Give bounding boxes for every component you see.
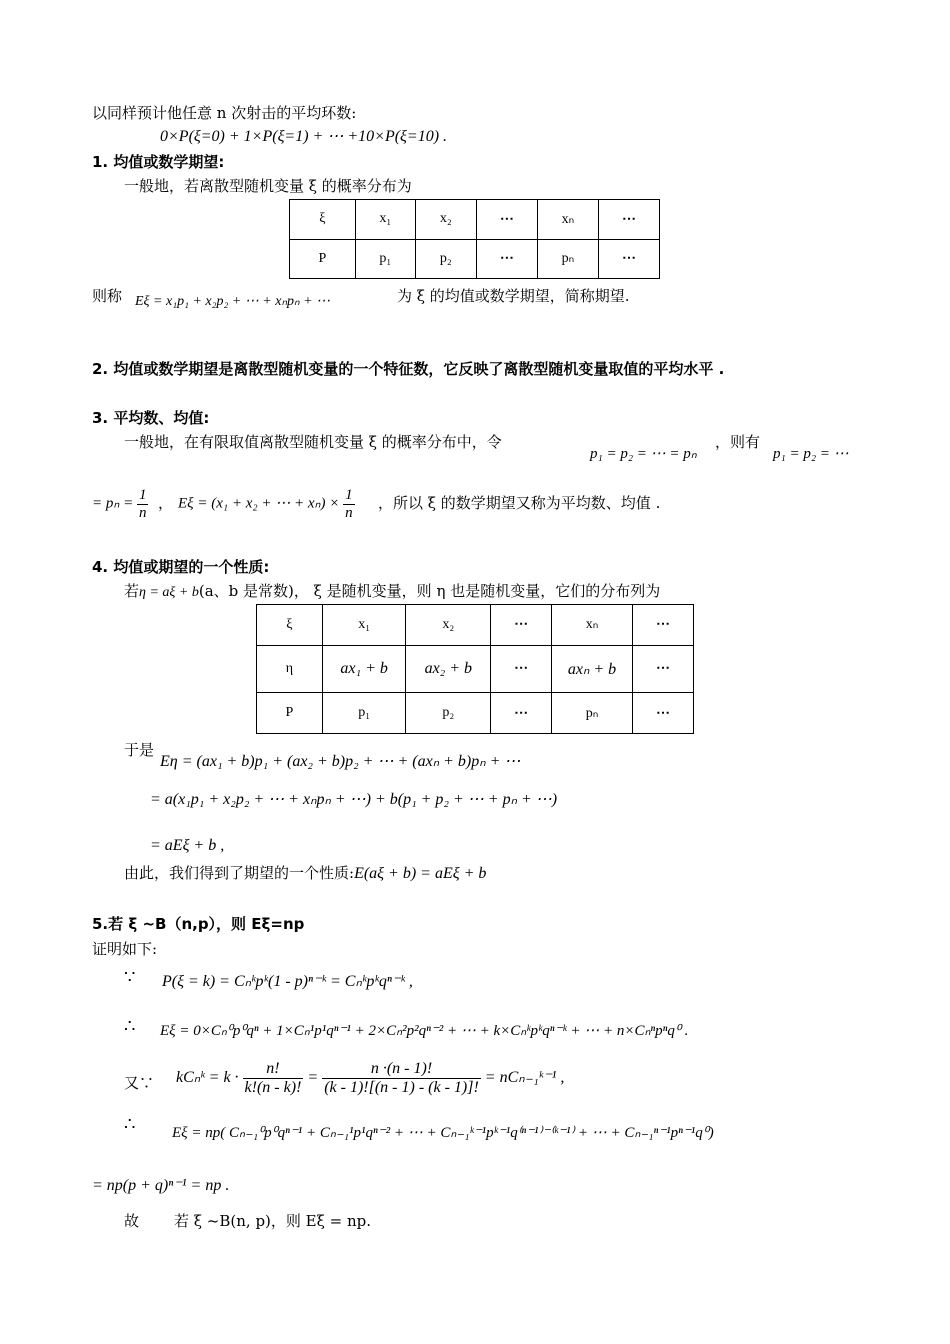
therefore-symbol-2: ∴ bbox=[124, 1114, 136, 1135]
section-4-conclusion: 由此，我们得到了期望的一个性质:E(aξ + b) = aEξ + b bbox=[124, 864, 487, 882]
table-cell: x₂ bbox=[415, 200, 476, 240]
table-cell: axₙ + b bbox=[552, 645, 633, 693]
table-cell: p₂ bbox=[406, 693, 491, 734]
fraction-1-over-n: $\frac{1}{n}$ bbox=[138, 487, 147, 521]
table-cell: ⋯ bbox=[491, 645, 552, 693]
section-1-text: 一般地，若离散型随机变量 ξ 的概率分布为 bbox=[124, 177, 412, 195]
table-cell: p₂ bbox=[415, 239, 476, 279]
table-cell: ⋯ bbox=[632, 693, 693, 734]
table-cell: ⋯ bbox=[491, 605, 552, 646]
binomial-expectation-sum: Eξ = 0×Cₙ⁰p⁰qⁿ + 1×Cₙ¹p¹qⁿ⁻¹ + 2×Cₙ²p²qⁿ⁻² + ⋯ + k×Cₙᵏpᵏqⁿ⁻ᵏ + ⋯ + n×Cₙⁿpⁿq⁰ . bbox=[160, 1023, 689, 1039]
table-cell: xₙ bbox=[537, 200, 598, 240]
table-cell: ⋯ bbox=[476, 239, 537, 279]
table-cell: ⋯ bbox=[632, 605, 693, 646]
table-cell: P bbox=[257, 693, 323, 734]
table-row bbox=[290, 239, 660, 279]
section-4-yushi: 于是 bbox=[124, 741, 155, 759]
section-1-heading: 1. 均值或数学期望: bbox=[92, 153, 225, 171]
linear-expectation-line-2: = a(x₁p₁ + x₂p₂ + ⋯ + xₙpₙ + ⋯) + b(p₁ + p₂ + ⋯ + pₙ + ⋯) bbox=[150, 791, 558, 808]
equal-probability-formula: p₁ = p₂ = ⋯ = pₙ bbox=[590, 446, 697, 462]
proof-label: 证明如下: bbox=[92, 940, 158, 958]
therefore-symbol-1: ∴ bbox=[124, 1016, 136, 1037]
table-cell: ⋯ bbox=[598, 200, 659, 240]
table-cell: ax₂ + b bbox=[406, 645, 491, 693]
linear-expectation-line-3: = aEξ + b , bbox=[150, 837, 225, 854]
table-cell: pₙ bbox=[552, 693, 633, 734]
table-cell: ⋯ bbox=[598, 239, 659, 279]
table-cell: ξ bbox=[257, 605, 323, 646]
table-cell: P bbox=[290, 239, 356, 279]
table-row bbox=[257, 645, 694, 693]
table-cell: x₁ bbox=[322, 605, 406, 646]
combination-identity: kCₙᵏ = k · $\frac{n!}{k!(n - k)!}$ = $\frac{n \cdot(n - 1)!}{(k - 1)![(n - 1) - (k - 1)]!}$ = nCₙ₋₁ᵏ⁻¹ , bbox=[176, 1060, 565, 1096]
intro-formula: 0×P(ξ=0) + 1×P(ξ=1) + ⋯ +10×P(ξ=10) . bbox=[160, 128, 448, 145]
table-row bbox=[257, 693, 694, 734]
table-cell: η bbox=[257, 645, 323, 693]
intro-text: 以同样预计他任意 n 次射击的平均环数: bbox=[92, 104, 357, 122]
equal-probability-formula-2: p₁ = p₂ = ⋯ bbox=[773, 446, 849, 462]
table-cell: x₂ bbox=[406, 605, 491, 646]
because-symbol: ∵ bbox=[124, 967, 136, 988]
table-cell: ξ bbox=[290, 200, 356, 240]
table-row bbox=[257, 605, 694, 646]
table-cell: ⋯ bbox=[632, 645, 693, 693]
table-cell: pₙ bbox=[537, 239, 598, 279]
probability-equals-1-over-n: = pₙ = $\frac{1}{n}$ bbox=[92, 487, 147, 521]
section-3-heading: 3. 平均数、均值: bbox=[92, 409, 210, 427]
section-1-then: 则称 bbox=[92, 287, 123, 305]
and-because-label: 又∵ bbox=[124, 1074, 155, 1092]
table-cell: x₁ bbox=[355, 200, 415, 240]
table-cell: p₁ bbox=[355, 239, 415, 279]
binomial-expectation-factored: Eξ = np( Cₙ₋₁⁰p⁰qⁿ⁻¹ + Cₙ₋₁¹p¹qⁿ⁻² + ⋯ + Cₙ₋₁ᵏ⁻¹pᵏ⁻¹q⁽ⁿ⁻¹⁾⁻⁽ᵏ⁻¹⁾ + ⋯ + Cₙ₋₁ⁿ⁻¹pⁿ⁻¹q⁰) bbox=[172, 1125, 714, 1141]
table-cell: p₁ bbox=[322, 693, 406, 734]
section-3-text: 一般地，在有限取值离散型随机变量 ξ 的概率分布中，令 bbox=[124, 433, 502, 451]
table-row bbox=[290, 200, 660, 240]
table-cell: xₙ bbox=[552, 605, 633, 646]
section-3-then: ，则有 bbox=[715, 433, 761, 451]
section-5-heading: 5.若 ξ ~B（n,p），则 Eξ=np bbox=[92, 915, 305, 933]
table-cell: ⋯ bbox=[476, 200, 537, 240]
linear-expectation-line-1: Eη = (ax₁ + b)p₁ + (ax₂ + b)p₂ + ⋯ + (axₙ + b)pₙ + ⋯ bbox=[160, 753, 521, 770]
section-1-tail: 为 ξ 的均值或数学期望，简称期望. bbox=[397, 287, 630, 305]
section-4-heading: 4. 均值或期望的一个性质: bbox=[92, 558, 270, 576]
table-cell: ax₁ + b bbox=[322, 645, 406, 693]
section-2-heading: 2. 均值或数学期望是离散型随机变量的一个特征数，它反映了离散型随机变量取值的平均水平 . bbox=[92, 360, 725, 378]
table-cell: ⋯ bbox=[491, 693, 552, 734]
final-gu: 故 bbox=[124, 1212, 140, 1230]
binomial-expectation-result: = np(p + q)ⁿ⁻¹ = np . bbox=[92, 1177, 230, 1194]
distribution-table-2 bbox=[256, 604, 694, 734]
average-expectation-formula: Eξ = (x₁ + x₂ + ⋯ + xₙ) × $\frac{1}{n}$ bbox=[178, 487, 353, 521]
binomial-probability-formula: P(ξ = k) = Cₙᵏpᵏ(1 - p)ⁿ⁻ᵏ = Cₙᵏpᵏqⁿ⁻ᵏ , bbox=[162, 973, 413, 990]
final-conclusion: 若 ξ ~B(n, p)，则 Eξ = np. bbox=[174, 1212, 372, 1230]
section-3-tail: ，所以 ξ 的数学期望又称为平均数、均值 . bbox=[378, 494, 661, 512]
expectation-definition-formula: Eξ = x₁p₁ + x₂p₂ + ⋯ + xₙpₙ + ⋯ bbox=[135, 294, 331, 309]
distribution-table-1 bbox=[289, 199, 660, 279]
section-4-text: 若η = aξ + b(a、b 是常数)， ξ 是随机变量，则 η 也是随机变量，它们的分布列为 bbox=[124, 582, 661, 600]
